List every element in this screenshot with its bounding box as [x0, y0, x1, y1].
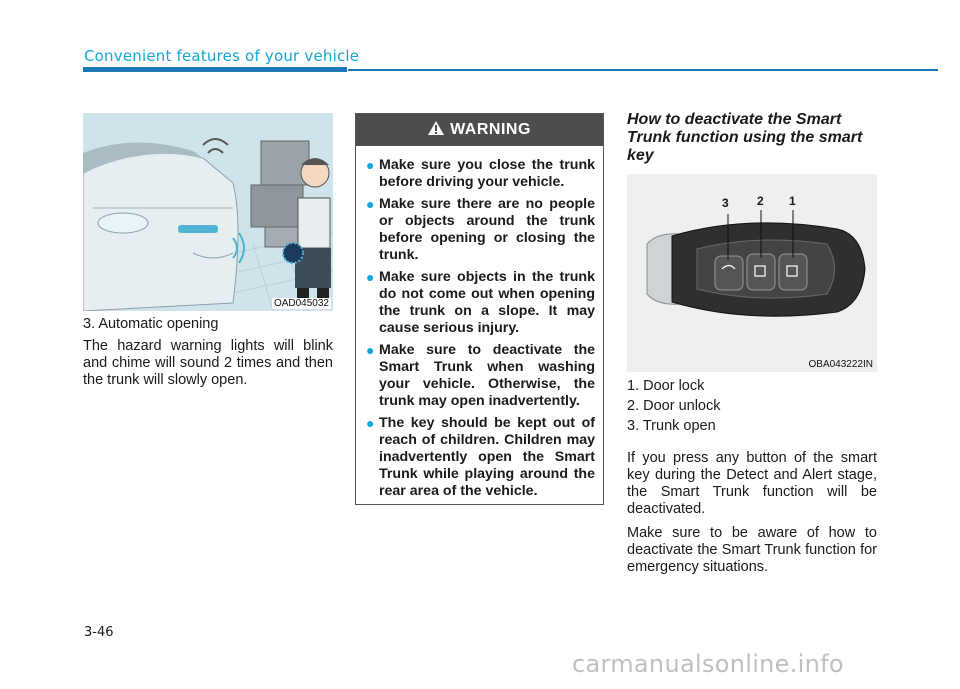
subheading: How to deactivate the Smart Trunk function using the smart key: [627, 111, 863, 164]
bullet-icon: ●: [366, 342, 375, 358]
left-paragraph: The hazard warning lights will blink and chime will sound 2 times and then the trunk will slowly open.: [83, 338, 333, 388]
warning-item: [366, 157, 595, 191]
callout-1: 1: [789, 194, 796, 208]
bullet-icon: ●: [366, 269, 375, 285]
bullet-icon: ●: [366, 196, 375, 212]
warning-item-text: The key should be kept out of reach of children. Children may inadvertently open the Smart Trunk while playing around the rear area of the vehicle.: [379, 415, 595, 499]
warning-box: [355, 113, 604, 505]
smart-key-illustration: [627, 174, 877, 372]
caption-heading: 3. Automatic opening: [83, 316, 219, 332]
warning-item: [366, 415, 595, 500]
header-rule: [348, 69, 938, 71]
list-item: 1. Door lock: [627, 378, 705, 394]
warning-header: [356, 114, 603, 146]
right-paragraph-2: Make sure to be aware of how to deactivate the Smart Trunk function for emergency situations.: [627, 525, 877, 575]
right-body-text: [627, 378, 877, 581]
list-item: 3. Trunk open: [627, 418, 716, 434]
callout-3: 3: [722, 196, 729, 210]
warning-list: [356, 146, 603, 500]
warning-item-text: Make sure there are no people or objects around the trunk before opening or closing the trunk.: [379, 196, 595, 263]
warning-item: [366, 342, 595, 410]
callout-2: 2: [757, 194, 764, 208]
trunk-illustration: [83, 113, 333, 311]
right-paragraph-1: If you press any button of the smart key during the Detect and Alert stage, the Smart Trunk function will be deactivated.: [627, 450, 877, 517]
warning-item-text: Make sure to deactivate the Smart Trunk when washing your vehicle. Otherwise, the trunk may open inadvertently.: [379, 342, 595, 409]
warning-item-text: Make sure objects in the trunk do not come out when opening the trunk on a slope. It may cause serious injury.: [379, 269, 595, 336]
warning-title: WARNING: [450, 121, 531, 138]
list-item: 2. Door unlock: [627, 398, 721, 414]
section-title: Convenient features of your vehicle: [84, 47, 360, 65]
page-number: 3-46: [84, 625, 114, 640]
bullet-icon: ●: [366, 415, 375, 431]
figure-code: OBA043222IN: [808, 359, 873, 370]
left-body-text: [83, 316, 333, 394]
warning-item: [366, 196, 595, 264]
header-rule-accent: [83, 67, 347, 72]
watermark: carmanualsonline.info: [572, 650, 844, 678]
warning-item-text: Make sure you close the trunk before driving your vehicle.: [379, 157, 595, 190]
warning-triangle-icon: [428, 121, 444, 140]
figure-code: OAD045032: [273, 298, 329, 309]
warning-item: [366, 269, 595, 337]
bullet-icon: ●: [366, 157, 375, 173]
